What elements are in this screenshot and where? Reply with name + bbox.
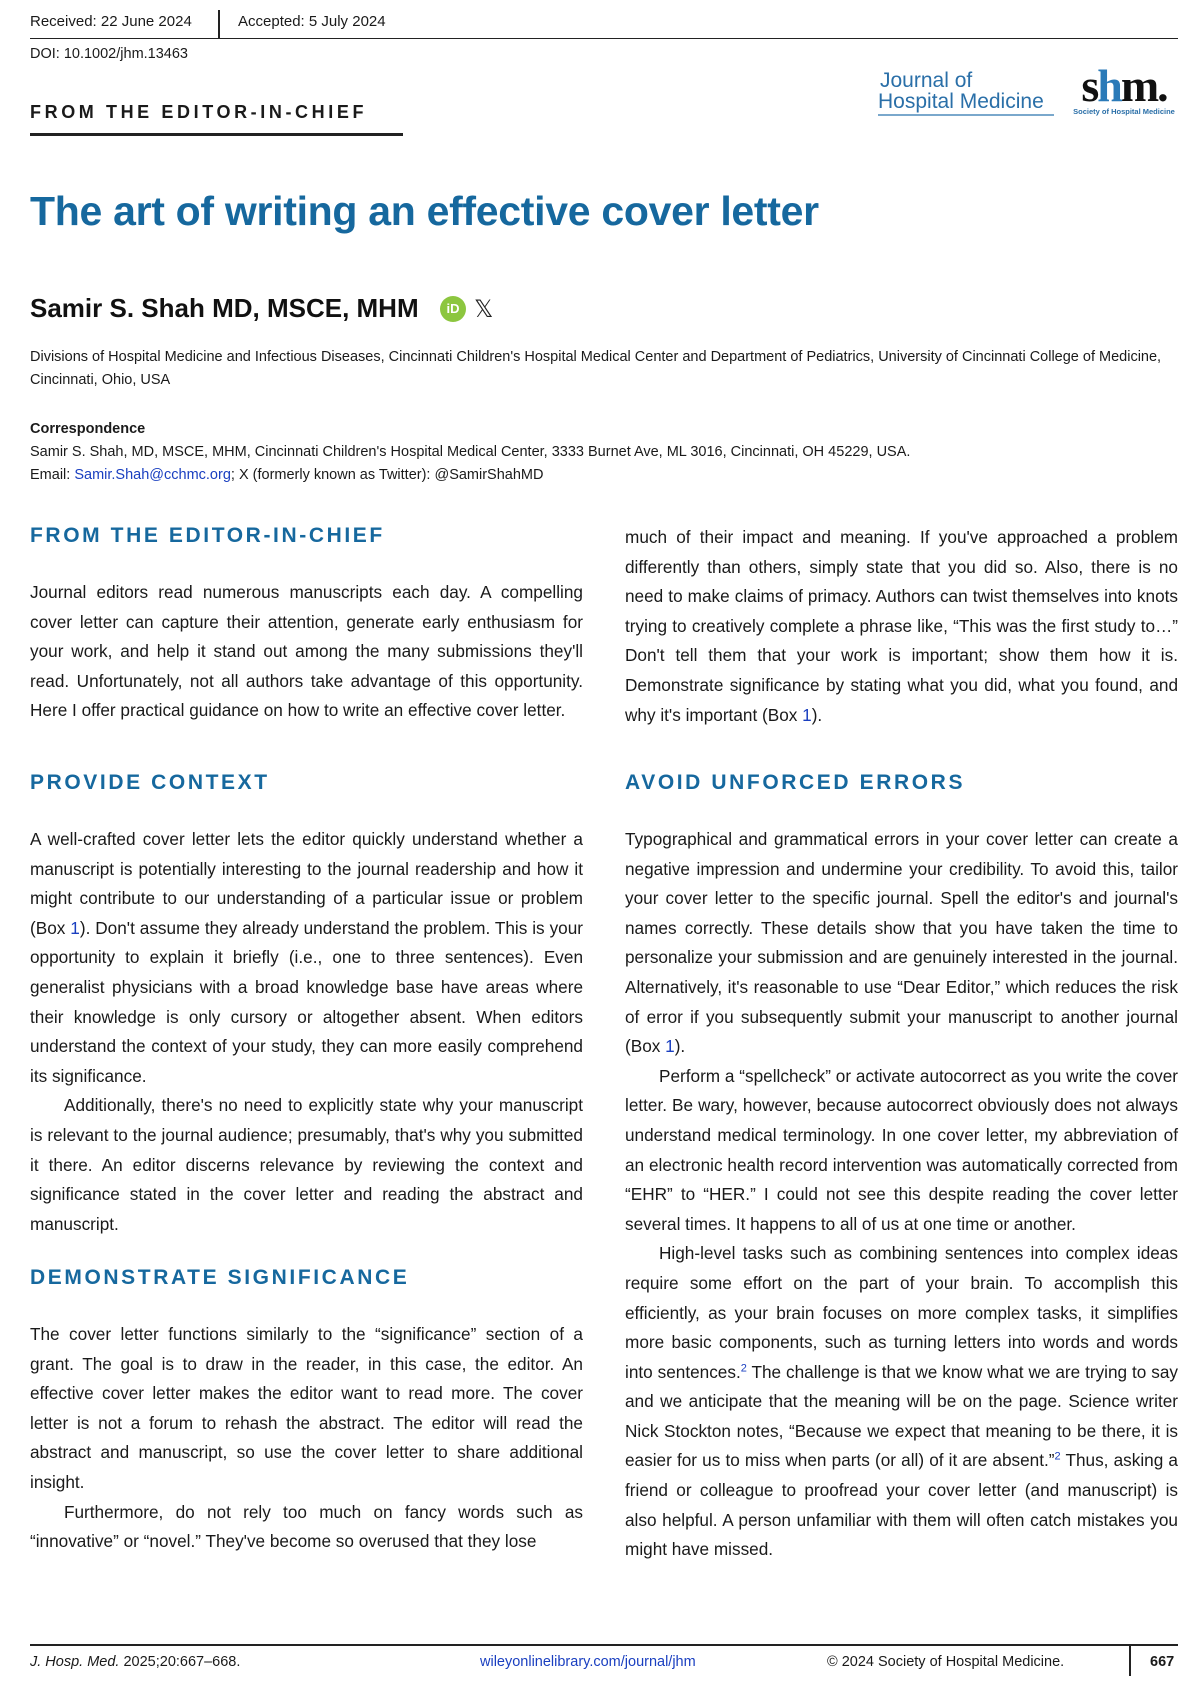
citation-link[interactable]: 2 bbox=[1054, 1450, 1061, 1463]
received-date: Received: 22 June 2024 bbox=[30, 13, 192, 30]
doi[interactable]: DOI: 10.1002/jhm.13463 bbox=[30, 46, 188, 62]
citation-link[interactable]: 2 bbox=[740, 1361, 747, 1374]
society-name: Society of Hospital Medicine bbox=[1073, 107, 1175, 116]
shm-wordmark: shm. bbox=[1081, 60, 1167, 111]
accepted-date: Accepted: 5 July 2024 bbox=[238, 13, 386, 30]
footer-rule bbox=[30, 1644, 1178, 1646]
paragraph-editor-intro: Journal editors read numerous manuscripts each day. A compelling cover letter can capture their attention, generate early enthusiasm for your work, and help it stand out among the many submissions they'll read. Unfortunately, not all authors take advantage of this opportunity. Here I offer practical guidance on how to write an effective cover letter. bbox=[30, 582, 583, 721]
correspondence-label: Correspondence bbox=[30, 421, 146, 437]
footer-citation: J. Hosp. Med. 2025;20:667–668. bbox=[30, 1654, 241, 1670]
journal-logo-underline bbox=[878, 114, 1054, 116]
page-number: 667 bbox=[1150, 1654, 1175, 1670]
x-twitter-icon[interactable]: 𝕏 bbox=[474, 295, 494, 323]
society-logo bbox=[1068, 60, 1180, 116]
paragraph-context-1: A well-crafted cover letter lets the editor quickly understand whether a manuscript is potentially interesting to the journal readership and how it might contribute to our understanding of a particular issue or problem (Box 1). Don't assume they already understand the problem. This is your opportunity to explain it briefly (i.e., one to three sentences). Even generalist physicians with a broad knowledge base have areas where their knowledge is only cursory or altogether absent. When editors understand the context of your study, they can more easily comprehend its significance. bbox=[30, 829, 584, 1086]
dates-divider bbox=[218, 10, 220, 38]
author-affiliation: Divisions of Hospital Medicine and Infectious Diseases, Cincinnati Children's Hospital Medical Center and Department of Pediatrics, University of Cincinnati College of Medicine, Cincinnati, Ohio, USA bbox=[30, 349, 1162, 388]
section-context-body bbox=[30, 825, 583, 1239]
section-significance-continued bbox=[625, 523, 1178, 730]
box-reference-link[interactable]: 1 bbox=[665, 1036, 675, 1057]
paragraph-significance-2-continued: much of their impact and meaning. If you've approached a problem differently than others, simply state that you did so. Also, there is no need to make claims of primacy. Authors can twist themselves into knots trying to creatively complete a phrase like, “This was the first study to…” Don't tell them that your work is important; show them how it is. Demonstrate significance by stating what you did, what you found, and why it's important (Box 1). bbox=[625, 527, 1178, 725]
article-dates bbox=[30, 10, 1178, 39]
journal-logo-line1: Journal of bbox=[880, 69, 973, 92]
box-reference-link[interactable]: 1 bbox=[70, 917, 80, 938]
heading-errors: AVOID UNFORCED ERRORS bbox=[625, 771, 966, 794]
heading-context: PROVIDE CONTEXT bbox=[30, 771, 270, 794]
paragraph-errors-3: High-level tasks such as combining sentences into complex ideas require some effort on the part of your brain. To accomplish this efficiently, as your brain focuses on more complex tasks, it simplifies more basic components, such as turning letters into words and words into sentences.$^2$ The challenge is that we know what we are trying to say and we anticipate that the meaning will be on the page. Science writer Nick Stockton notes, “Because we expect that meaning to be there, it is easier for us to miss when parts (or all) of it are absent.”$^2$ Thus, asking a friend or colleague to proofread your cover letter (and manuscript) is also helpful. A person unfamiliar with them will often catch mistakes you might have missed. bbox=[625, 1243, 1178, 1560]
kicker-rule bbox=[30, 133, 403, 136]
paragraph-significance-2: Furthermore, do not rely too much on fancy words such as “innovative” or “novel.” They've become so overused that they lose bbox=[30, 1501, 583, 1552]
paragraph-significance-1: The cover letter functions similarly to the “significance” section of a grant. The goal is to draw in the reader, in this case, the editor. An effective cover letter makes the editor want to read more. The cover letter is not a forum to rehash the abstract. The editor will read the abstract and manuscript, so use the cover letter to share additional insight. bbox=[30, 1324, 583, 1492]
section-errors-body bbox=[625, 825, 1178, 1565]
paragraph-errors-2: Perform a “spellcheck” or activate autocorrect as you write the cover letter. Be wary, however, because autocorrect obviously does not always understand medical terminology. In one cover letter, my abbreviation of an electronic health record intervention was automatically corrected from “EHR” to “HER.” I could not see this despite reading the cover letter several times. It happens to all of us at one time or another. bbox=[625, 1065, 1178, 1234]
footer-divider bbox=[1129, 1646, 1131, 1676]
box-reference-link[interactable]: 1 bbox=[802, 704, 812, 725]
heading-significance: DEMONSTRATE SIGNIFICANCE bbox=[30, 1266, 410, 1289]
footer-journal-link[interactable]: wileyonlinelibrary.com/journal/jhm bbox=[480, 1654, 696, 1670]
section-significance-body bbox=[30, 1320, 583, 1557]
article-title: The art of writing an effective cover letter bbox=[30, 188, 819, 234]
journal-logo-line2: Hospital Medicine bbox=[878, 90, 1044, 113]
correspondence-address: Samir S. Shah, MD, MSCE, MHM, Cincinnati Children's Hospital Medical Center, 3333 Burnet Ave, ML 3016, Cincinnati, OH 45229, USA. bbox=[30, 444, 911, 460]
journal-logo bbox=[878, 70, 1058, 116]
orcid-icon[interactable]: iD bbox=[440, 296, 466, 322]
footer-copyright: © 2024 Society of Hospital Medicine. bbox=[827, 1654, 1065, 1670]
paragraph-errors-1: Typographical and grammatical errors in your cover letter can create a negative impression and undermine your credibility. To avoid this, tailor your cover letter to the specific journal. Spell the editor's and journal's names correctly. These details show that you have taken the time to personalize your submission and are genuinely interested in the journal. Alternatively, it's reasonable to use “Dear Editor,” which reduces the risk of error if you subsequently submit your manuscript to another journal (Box 1). bbox=[625, 829, 1178, 1057]
email-link[interactable]: Samir.Shah@cchmc.org bbox=[74, 467, 231, 483]
section-kicker: FROM THE EDITOR-IN-CHIEF bbox=[30, 102, 368, 122]
author-name: Samir S. Shah MD, MSCE, MHM bbox=[30, 293, 419, 323]
correspondence-contact: Email: Samir.Shah@cchmc.org; X (formerly known as Twitter): @SamirShahMD bbox=[30, 467, 544, 483]
heading-editor: FROM THE EDITOR-IN-CHIEF bbox=[30, 524, 385, 547]
paragraph-context-2: Additionally, there's no need to explicitly state why your manuscript is relevant to the journal audience; presumably, that's why you submitted it there. An editor discerns relevance by reviewing the context and significance stated in the cover letter and reading the abstract and manuscript. bbox=[30, 1095, 583, 1234]
